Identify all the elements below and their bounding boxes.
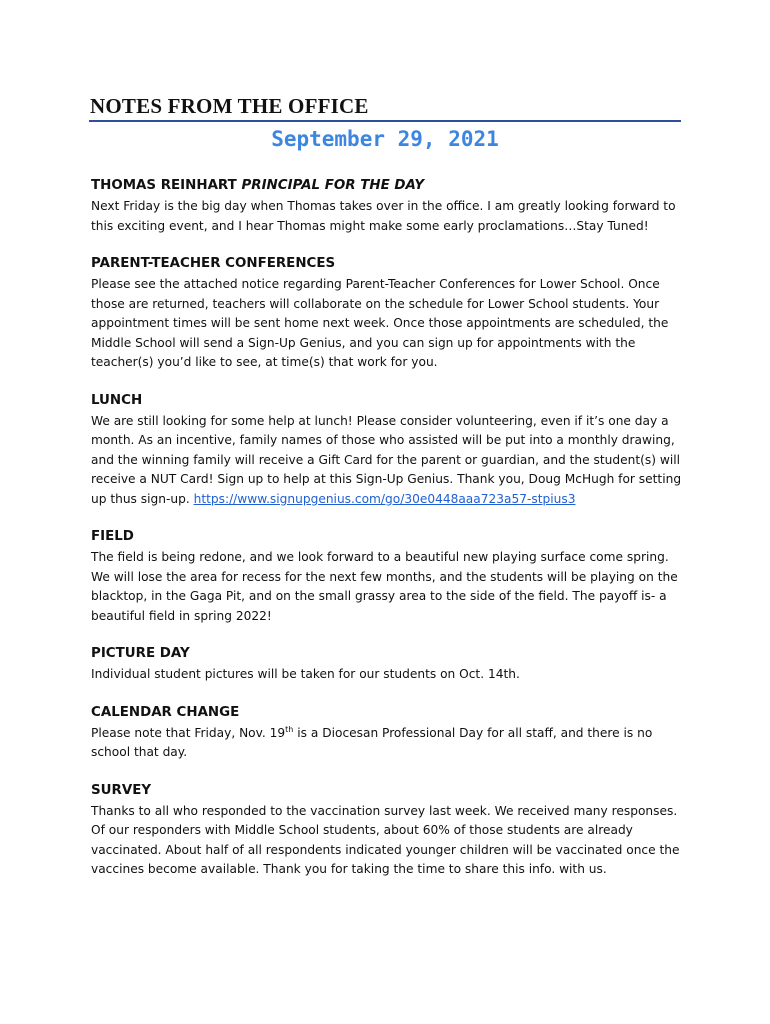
heading-text: THOMAS REINHART <box>91 178 242 193</box>
section-body-lunch <box>91 412 691 510</box>
section-calendar <box>91 703 691 763</box>
section-body-conferences: Please see the attached notice regarding Parent-Teacher Conferences for Lower School. Once those are returned, teachers will collaborate on the schedule for Lower School students. Your appointment times will be sent home next week. Once those appointments are scheduled, the Middle School will send a Sign-Up Genius, and you can sign up for appointments with the teacher(s) you’d like to see, at time(s) that work for you. <box>91 277 669 369</box>
section-principal <box>91 176 691 236</box>
section-body-principal: Next Friday is the big day when Thomas takes over in the office. I am greatly looking forward to this exciting event, and I hear Thomas might make some early proclamations…Stay Tuned! <box>91 199 676 233</box>
calendar-body-text-after: is a Diocesan Professional Day for all staff, and there is no school that day. <box>91 725 653 759</box>
newsletter-date: September 29, 2021 <box>271 127 499 151</box>
calendar-body-text-before: Please note that Friday, Nov. 19 <box>91 725 286 740</box>
section-heading-conferences: PARENT-TEACHER CONFERENCES <box>91 256 336 271</box>
section-heading-principal <box>91 176 691 195</box>
section-conferences <box>91 254 691 373</box>
section-heading-lunch: LUNCH <box>91 392 143 408</box>
section-heading-calendar: CALENDAR CHANGE <box>91 704 240 720</box>
page-title: NOTES FROM THE OFFICE <box>90 94 369 118</box>
section-body-survey: Thanks to all who responded to the vaccination survey last week. We received many responses. Of our responders with Middle School students, about 60% of those students are already vaccinated. About half of all respondents indicated younger children will be vaccinated once the vaccines become available. Thank you for taking the time to share this info. with us. <box>91 803 680 876</box>
section-lunch <box>91 391 691 510</box>
ordinal-suffix: th <box>285 724 294 734</box>
section-body-field: The field is being redone, and we look forward to a beautiful new playing surface come spring. We will lose the area for recess for the next few months, and the students will be playing on the blacktop, in the Gaga Pit, and on the small grassy area to the side of the field. The payoff is- a beautiful field in spring 2022! <box>91 550 678 623</box>
section-field <box>91 527 691 626</box>
title-divider <box>89 120 681 122</box>
section-heading-field: FIELD <box>91 529 134 544</box>
section-body-calendar <box>91 724 691 763</box>
section-picture-day <box>91 644 691 685</box>
section-heading-survey: SURVEY <box>91 782 152 798</box>
document-body <box>91 176 691 898</box>
section-body-picture-day: Individual student pictures will be taken for our students on Oct. 14th. <box>91 667 520 681</box>
section-heading-picture-day: PICTURE DAY <box>91 646 190 661</box>
heading-italic-text: PRINCIPAL FOR THE DAY <box>241 178 425 193</box>
signup-genius-link[interactable]: https://www.signupgenius.com/go/30e0448aaa723a57-stpius3 <box>193 491 576 506</box>
lunch-body-text: We are still looking for some help at lunch! Please consider volunteering, even if it’s one day a month. As an incentive, family names of those who assisted will be put into a monthly drawing, and the winning family will receive a Gift Card for the parent or guardian, and the student(s) will receive a NUT Card! Sign up to help at this Sign-Up Genius. Thank you, Doug McHugh for setting up thus sign-up. <box>91 413 682 506</box>
section-survey <box>91 781 691 880</box>
